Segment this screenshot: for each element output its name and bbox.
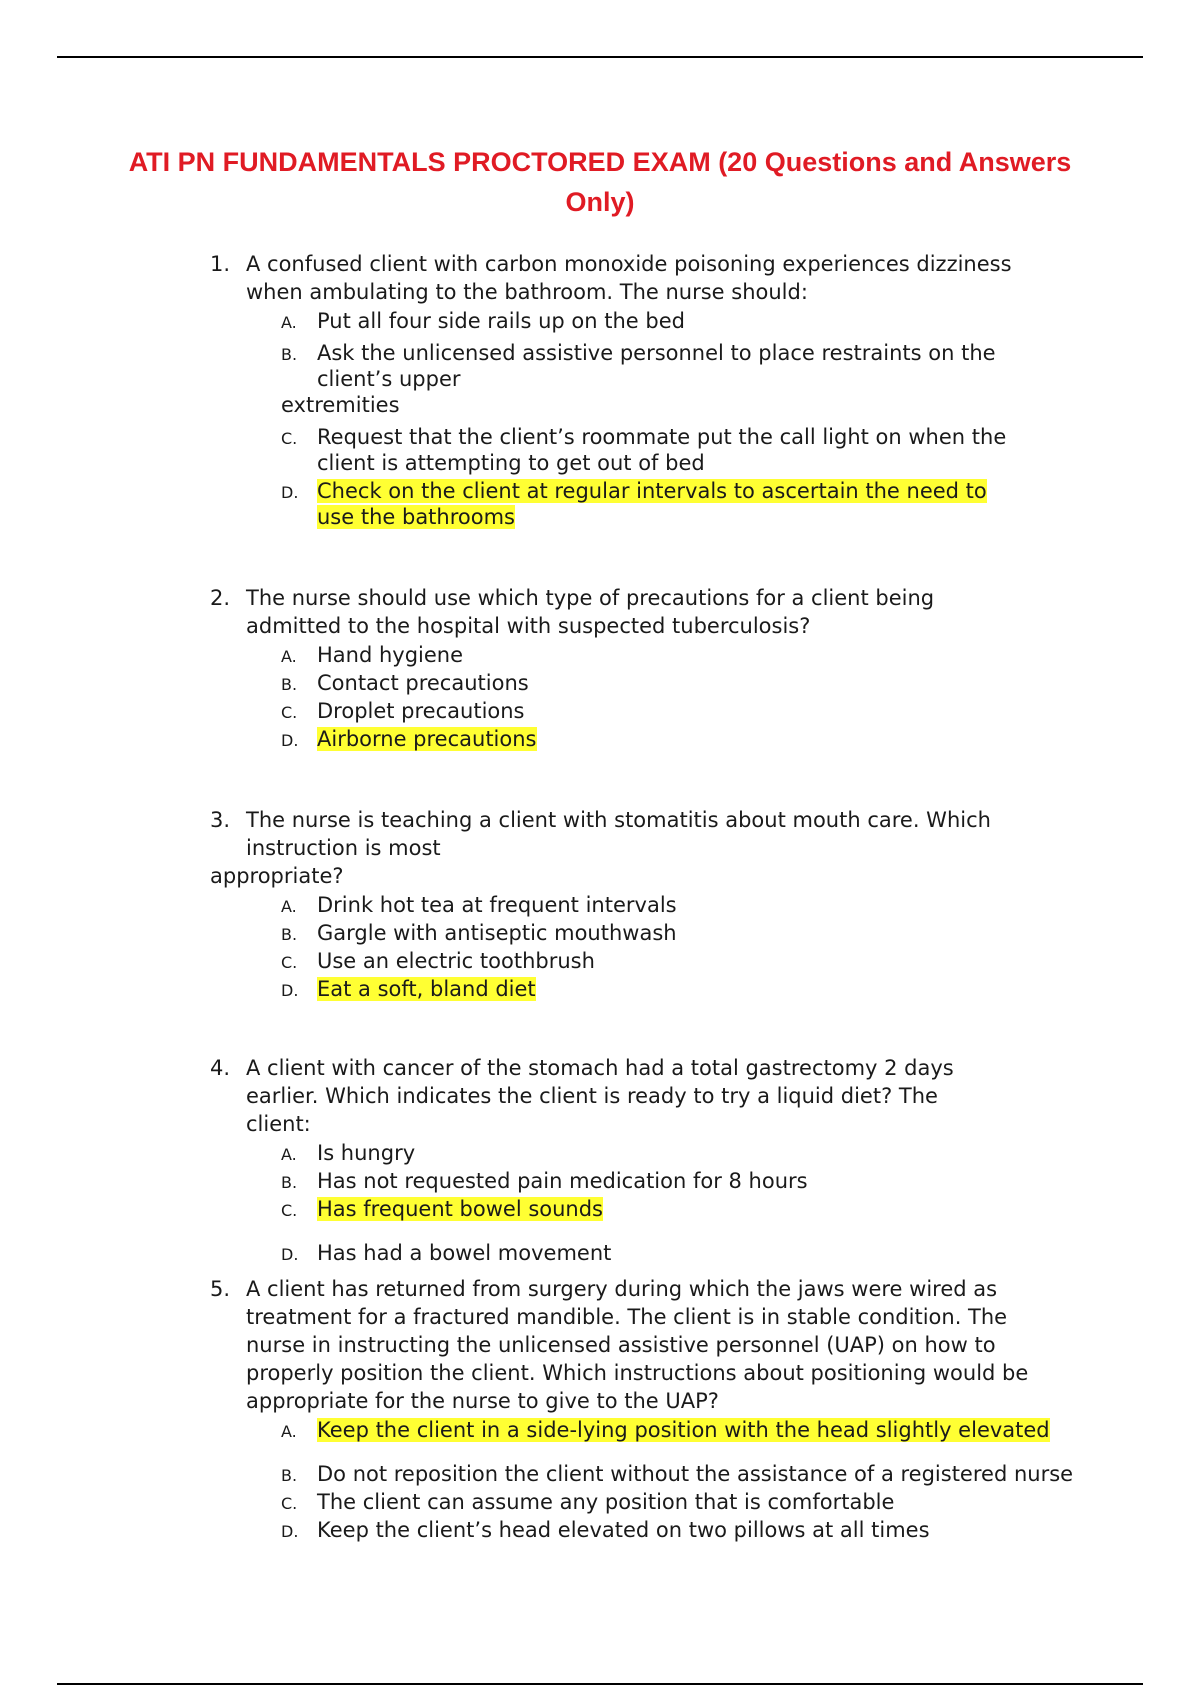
option-d-correct (281, 976, 1026, 1002)
option-c (281, 948, 1026, 974)
option-a-correct (281, 1417, 1077, 1443)
question-number: 1. (210, 252, 231, 276)
question-number: 3. (210, 808, 231, 832)
option-c (281, 698, 1026, 724)
option-c-correct (281, 1196, 1006, 1222)
option-letter: C. (281, 1494, 298, 1513)
option-letter: D. (281, 731, 299, 750)
option-letter: A. (281, 1422, 297, 1441)
question-5 (210, 1275, 1077, 1543)
option-letter: D. (281, 981, 299, 1000)
question-number: 4. (210, 1056, 231, 1080)
option-a (281, 892, 1026, 918)
option-b (281, 920, 1026, 946)
option-text-highlighted: Keep the client in a side-lying position with the head slightly elevated (317, 1418, 1050, 1442)
option-text: Put all four side rails up on the bed (317, 309, 685, 333)
option-text: Has had a bowel movement (317, 1241, 612, 1265)
option-text: Hand hygiene (317, 643, 464, 667)
option-letter: B. (281, 1173, 298, 1192)
option-d (281, 1517, 1077, 1543)
question-3 (210, 806, 1026, 1002)
question-number: 5. (210, 1277, 231, 1301)
option-text: Droplet precautions (317, 699, 525, 723)
option-letter: D. (281, 483, 299, 502)
option-text: Request that the client’s roommate put the call light on when the client is attempting to get out of bed (317, 425, 1007, 475)
option-text-highlighted: Has frequent bowel sounds (317, 1197, 604, 1221)
option-text: Ask the unlicensed assistive personnel to place restraints on the client’s upper (317, 341, 996, 391)
option-d-correct (281, 478, 1017, 530)
option-b (281, 340, 1017, 418)
option-letter: A. (281, 897, 297, 916)
question-text-continuation: appropriate? (210, 864, 344, 888)
option-letter: C. (281, 1201, 298, 1220)
question-number: 2. (210, 586, 231, 610)
question-1 (210, 250, 1026, 530)
question-text: A client has returned from surgery during which the jaws were wired as treatment for a fractured mandible. The client is in stable condition. The nurse in instructing the unlicensed assistive personnel (UAP) on how to properly position the client. Which instructions about positioning would be appropriate for the nurse to give to the UAP? (246, 1277, 1029, 1413)
option-text: Gargle with antiseptic mouthwash (317, 921, 677, 945)
option-text-highlighted: Eat a soft, bland diet (317, 977, 536, 1001)
option-letter: A. (281, 313, 297, 332)
option-text: Do not reposition the client without the assistance of a registered nurse (317, 1462, 1074, 1486)
option-text: Use an electric toothbrush (317, 949, 595, 973)
question-text: A confused client with carbon monoxide poisoning experiences dizziness when ambulating to the bathroom. The nurse should: (246, 252, 1012, 304)
option-c (281, 424, 1017, 476)
question-4 (210, 1054, 1006, 1266)
option-letter: C. (281, 953, 298, 972)
option-text: Keep the client’s head elevated on two pillows at all times (317, 1518, 930, 1542)
option-letter: B. (281, 345, 298, 364)
option-letter: A. (281, 647, 297, 666)
option-c (281, 1489, 1077, 1515)
option-d (281, 1240, 1006, 1266)
question-2 (210, 584, 1026, 752)
option-letter: D. (281, 1522, 299, 1541)
option-text-highlighted: Check on the client at regular intervals to ascertain the need to use the bathrooms (317, 479, 987, 529)
question-text: The nurse is teaching a client with stomatitis about mouth care. Which instruction is most (246, 808, 991, 860)
option-text: Drink hot tea at frequent intervals (317, 893, 677, 917)
option-text-continuation: extremities (281, 393, 400, 417)
question-text: The nurse should use which type of precautions for a client being admitted to the hospital with suspected tuberculosis? (246, 586, 935, 638)
option-letter: D. (281, 1245, 299, 1264)
option-letter: A. (281, 1145, 297, 1164)
option-a (281, 642, 1026, 668)
footer-rule (57, 1683, 1143, 1685)
option-letter: B. (281, 675, 298, 694)
page-title: ATI PN FUNDAMENTALS PROCTORED EXAM (20 Questions and Answers Only) (128, 147, 1072, 217)
option-text: The client can assume any position that is comfortable (317, 1490, 895, 1514)
option-text-highlighted: Airborne precautions (317, 727, 537, 751)
option-a (281, 308, 1026, 334)
option-letter: B. (281, 925, 298, 944)
option-b (281, 1168, 1006, 1194)
option-letter: B. (281, 1466, 298, 1485)
option-a (281, 1140, 1006, 1166)
question-text: A client with cancer of the stomach had a total gastrectomy 2 days earlier. Which indicates the client is ready to try a liquid diet? The client: (246, 1056, 954, 1136)
option-b (281, 1461, 1077, 1487)
option-text: Has not requested pain medication for 8 hours (317, 1169, 808, 1193)
option-letter: C. (281, 703, 298, 722)
option-text: Is hungry (317, 1141, 416, 1165)
header-rule (57, 56, 1143, 58)
option-b (281, 670, 1026, 696)
option-text: Contact precautions (317, 671, 529, 695)
option-d-correct (281, 726, 1026, 752)
option-letter: C. (281, 429, 298, 448)
